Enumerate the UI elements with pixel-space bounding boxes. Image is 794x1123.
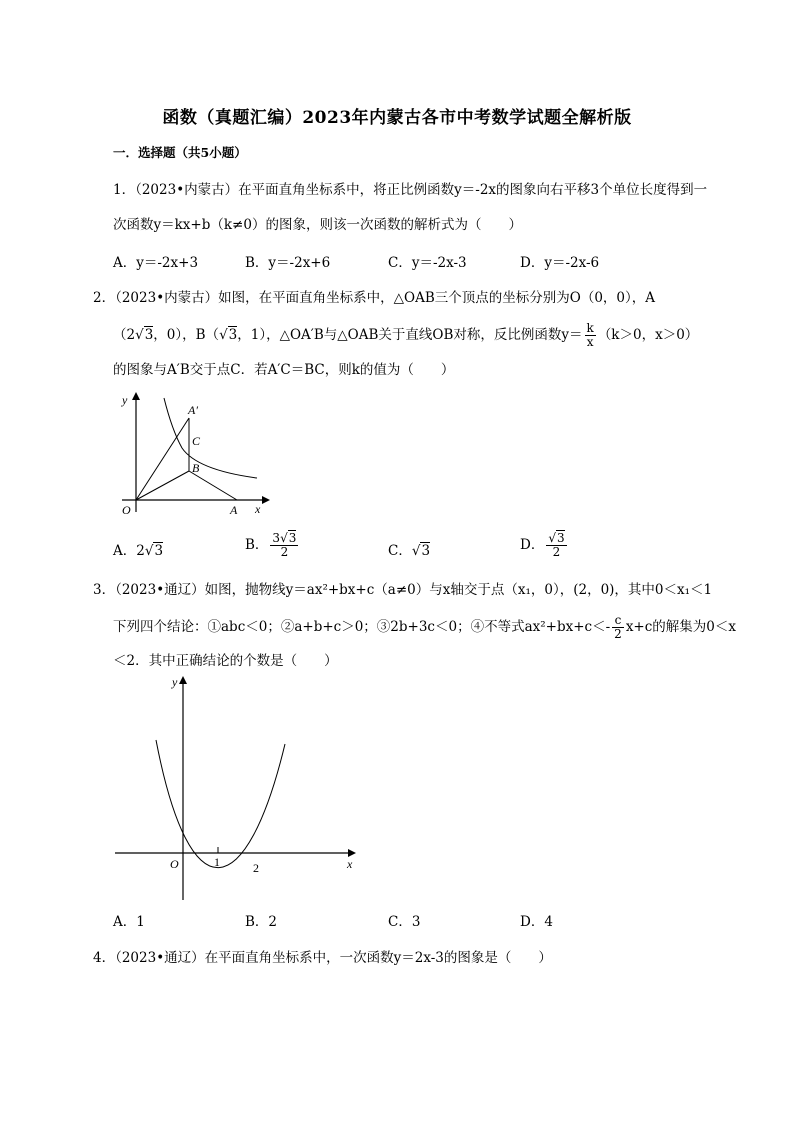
q2-option-b: B． $\frac{3√3}{2}$ (245, 531, 297, 559)
q2-label-x: x (255, 502, 261, 516)
q3-line-2-part-a: 下列四个结论：①abc＜0；②a+b+c＞0；③2b+3c＜0；④不等式ax²+bx+c＜- (113, 619, 611, 635)
q1-option-d: D．y＝-2x-6 (520, 255, 600, 271)
q2-label-b: B (192, 461, 200, 475)
q2-line-3: 的图象与A′B交于点C．若A′C＝BC，则k的值为（ ） (113, 362, 455, 378)
q2-line-2: （2√3，0），B（√3，1），△OA′B与△OAB关于直线OB对称，反比例函数y＝ $\frac{k}{x}$ （k＞0，x＞0） (113, 321, 699, 349)
q3-option-c: C．3 (388, 914, 421, 930)
q3-label-x: x (347, 857, 353, 871)
q1-option-a: A．y＝-2x+3 (113, 255, 199, 271)
q2-figure (112, 390, 272, 520)
q2-line-1: 2．（2023•内蒙古）如图，在平面直角坐标系中，△OAB三个顶点的坐标分别为O（0，0），A (93, 290, 656, 306)
q3-line-2 (113, 614, 736, 641)
q4-line-1: 4．（2023•通辽）在平面直角坐标系中，一次函数y＝2x-3的图象是（ ） (93, 950, 552, 966)
q1-line-1: 1．（2023•内蒙古）在平面直角坐标系中，将正比例函数y＝-2x的图象向右平移3个单位长度得到一 (113, 182, 708, 198)
q3-parabola (156, 740, 285, 868)
q2-line-2-part-b: ，0），B（ (153, 327, 220, 343)
q2-label-y: y (122, 393, 128, 407)
q2-fraction: $\frac{k}{x}$ (586, 321, 594, 349)
q3-line-3: ＜2．其中正确结论的个数是（ ） (113, 653, 338, 669)
q2-segment-ba (189, 471, 237, 500)
q3-label-y: y (172, 675, 178, 689)
q3-option-b: B．2 (245, 914, 278, 930)
q2-line-2-part-d: （k＞0，x＞0） (597, 327, 699, 343)
q2-option-c: C．√3 (388, 543, 431, 559)
q1-option-b: B．y＝-2x+6 (245, 255, 331, 271)
q3-x-arrow (348, 849, 356, 857)
q1-option-c: C．y＝-2x-3 (388, 255, 467, 271)
q2-sqrt-1: 3 (144, 327, 154, 343)
q2-segment-oa-prime (136, 418, 189, 500)
q3-y-arrow (179, 676, 187, 684)
q3-label-1: 1 (214, 855, 220, 869)
q2-line-2-part-c: ，1），△OA′B与△OAB关于直线OB对称，反比例函数y＝ (237, 327, 583, 343)
q3-option-d: D．4 (520, 914, 553, 930)
q2-line-2-part-a: （2 (113, 327, 136, 343)
q2-x-arrow (262, 496, 270, 504)
q2-segment-ob (136, 471, 189, 500)
q2-sqrt-2: 3 (228, 327, 238, 343)
q2-y-arrow (132, 392, 140, 400)
section-heading: 一．选择题（共5小题） (113, 145, 247, 160)
document-title: 函数（真题汇编）2023年内蒙古各市中考数学试题全解析版 (162, 108, 632, 128)
q2-label-a-prime: A′ (188, 403, 198, 417)
q3-line-2-part-b: x+c的解集为0＜x (625, 619, 737, 635)
q3-line-1: 3．（2023•通辽）如图，抛物线y＝ax²+bx+c（a≠0）与x轴交于点（x₁，0），(2，0)，其中0＜x₁＜1 (93, 582, 713, 598)
q3-label-2: 2 (253, 861, 259, 875)
q3-figure (110, 672, 365, 902)
q3-fraction: $\frac{c}{2}$ (614, 613, 622, 641)
q2-label-a: A (230, 503, 238, 517)
q2-label-c: C (192, 434, 201, 448)
q1-line-2: 次函数y＝kx+b（k≠0）的图象，则该一次函数的解析式为（ ） (113, 217, 522, 233)
q2-option-d: D． $\frac{√3}{2}$ (520, 531, 565, 559)
q3-label-o: O (170, 857, 179, 871)
q3-option-a: A．1 (113, 914, 145, 930)
q2-label-o: O (122, 503, 131, 517)
q2-hyperbola (164, 398, 257, 478)
q2-option-a: A．2√3 (113, 543, 164, 559)
